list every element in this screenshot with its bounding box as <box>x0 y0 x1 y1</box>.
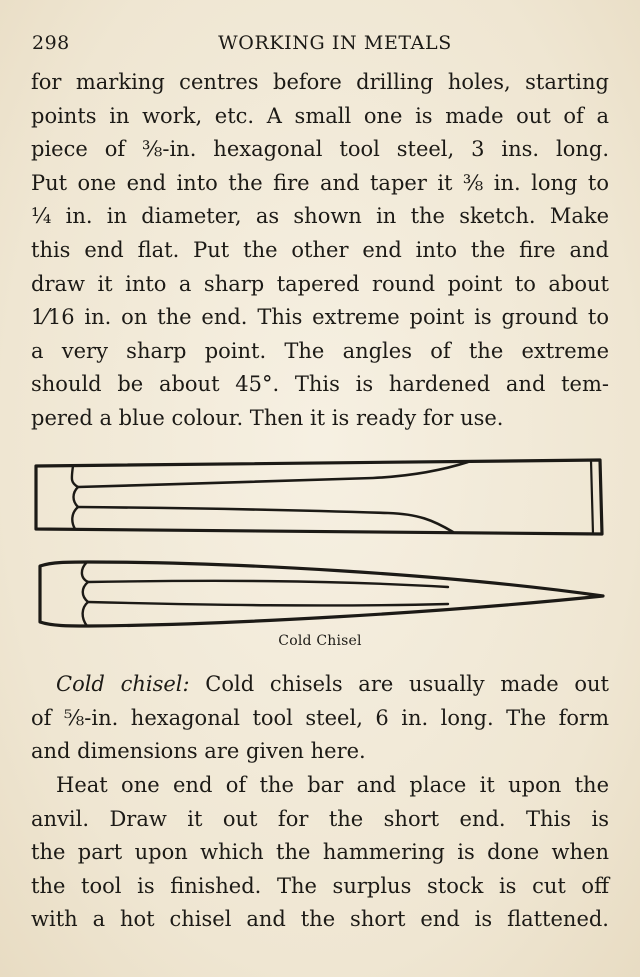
paragraph-3 <box>31 769 609 937</box>
text-line: points in work, etc. A small one is made out of a <box>31 103 609 128</box>
page-number: 298 <box>32 32 70 54</box>
text-line: Put one end into the fire and taper it ⅜ in. long to <box>31 170 609 195</box>
text-line: the part upon which the hammering is done when <box>31 840 609 865</box>
text-line: a very sharp point. The angles of the extreme <box>31 338 609 363</box>
text-line: for marking centres before drilling holes, starting <box>31 70 609 94</box>
running-head: WORKING IN METALS <box>218 32 452 54</box>
chisel-top-view <box>36 460 602 534</box>
text-line: ¼ in. in diameter, as shown in the sketch. Make <box>31 204 609 229</box>
chisel-side-view <box>40 562 603 626</box>
text-line: piece of ⅜-in. hexagonal tool steel, 3 ins. long. <box>31 137 609 162</box>
text-line: anvil. Draw it out for the short end. This is <box>31 806 609 831</box>
text-line: should be about 45°. This is hardened and tem- <box>31 372 609 397</box>
text-line: with a hot chisel and the short end is flattened. <box>31 907 609 932</box>
figure-caption: Cold Chisel <box>278 633 362 649</box>
run-in-heading: Cold chisel: <box>56 672 190 696</box>
text-line: this end flat. Put the other end into the fire and <box>31 237 609 262</box>
paragraph-1 <box>31 66 609 436</box>
text-line <box>31 668 609 702</box>
text-line: of ⅝-in. hexagonal tool steel, 6 in. long. The form <box>31 705 609 730</box>
text-line: draw it into a sharp tapered round point to about <box>31 271 609 296</box>
text-line: pered a blue colour. Then it is ready for use. <box>31 405 504 430</box>
cold-chisel-illustration <box>28 450 612 640</box>
text-run: Cold chisels are usually made out <box>189 672 609 696</box>
text-line: 1⁄16 in. on the end. This extreme point is ground to <box>31 305 609 330</box>
text-line: and dimensions are given here. <box>31 739 366 764</box>
text-line: Heat one end of the bar and place it upon the <box>56 773 609 797</box>
text-line: the tool is finished. The surplus stock is cut off <box>31 873 609 898</box>
paragraph-2 <box>31 668 609 769</box>
page-header <box>32 30 608 58</box>
